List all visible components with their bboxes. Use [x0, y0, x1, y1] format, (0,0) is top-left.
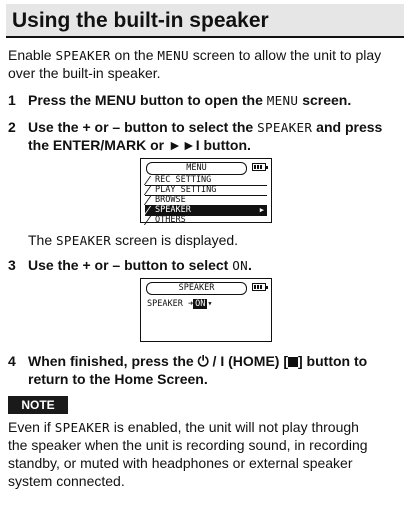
battery-icon: [252, 163, 266, 171]
step-1: [8, 91, 351, 110]
step-number: 3: [8, 257, 16, 273]
lcd-term: SPEAKER: [257, 120, 313, 135]
step-text: .: [247, 257, 252, 273]
speaker-screen: [140, 278, 272, 342]
arrow-icon: ➜: [187, 299, 194, 309]
power-icon: ⏻: [197, 353, 209, 369]
note-text: Even if: [8, 419, 55, 435]
step-number: 2: [8, 119, 16, 135]
intro-text: on the: [110, 47, 158, 63]
stop-square-icon: [288, 357, 298, 367]
step-number: 1: [8, 92, 16, 108]
setting-value: ON: [195, 299, 206, 309]
lcd-term: MENU: [266, 93, 299, 108]
step-2: [8, 118, 382, 137]
screen-displayed-note: [28, 231, 238, 250]
page-title: Using the built-in speaker: [6, 4, 404, 38]
step-4-line-2: return to the Home Screen.: [28, 371, 208, 387]
intro-line-2: over the built-in speaker.: [8, 65, 161, 81]
step-text: / I (HOME) [: [208, 353, 288, 369]
fast-forward-icon: ►►I: [168, 137, 200, 153]
body-text: screen is displayed.: [111, 232, 239, 248]
note-line-2: the speaker when the unit is recording sound, in recording: [8, 437, 368, 453]
note-label: NOTE: [8, 396, 68, 414]
menu-item-label: SPEAKER: [155, 205, 191, 215]
step-2-line-2: [28, 136, 251, 154]
step-text: screen.: [298, 92, 352, 108]
intro-text: screen to allow the unit to play: [188, 47, 382, 63]
intro-text: Enable: [8, 47, 56, 63]
lcd-term: SPEAKER: [54, 420, 110, 435]
screen-title: SPEAKER: [146, 282, 247, 295]
step-text: When finished, press the: [28, 353, 198, 369]
menu-item-browse: BROWSE: [145, 195, 267, 206]
battery-icon: [252, 283, 266, 291]
body-text: The: [28, 232, 57, 248]
note-line-1: [8, 418, 359, 437]
menu-item-rec-setting: REC SETTING: [145, 175, 267, 186]
note-text: is enabled, the unit will not play through: [109, 419, 359, 435]
speaker-setting: [147, 299, 212, 309]
menu-item-play-setting: PLAY SETTING: [145, 185, 267, 196]
note-line-3: standby, or muted with headphones or external speaker: [8, 455, 353, 471]
setting-label: SPEAKER: [147, 299, 183, 309]
step-3: [8, 256, 252, 275]
step-text: button.: [199, 137, 251, 153]
step-4: [8, 352, 367, 370]
step-text: the ENTER/MARK or: [28, 137, 168, 153]
lcd-term: SPEAKER: [56, 233, 112, 248]
step-number: 4: [8, 353, 16, 369]
lcd-term: ON: [232, 258, 248, 273]
lcd-term: SPEAKER: [55, 48, 111, 63]
intro-line-1: [8, 46, 381, 65]
note-line-4: system connected.: [8, 473, 125, 489]
lcd-term: MENU: [157, 48, 189, 63]
screen-title: MENU: [146, 162, 247, 175]
step-text: Press the MENU button to open the: [28, 92, 267, 108]
step-text: Use the + or – button to select the: [28, 119, 258, 135]
chevron-down-icon: ▾: [207, 299, 213, 309]
step-text: ] button to: [298, 353, 368, 369]
arrow-right-icon: ▶: [259, 206, 264, 214]
step-text: Use the + or – button to select: [28, 257, 233, 273]
step-text: and press: [312, 119, 383, 135]
menu-screen: [140, 158, 272, 223]
menu-item-others: OTHERS: [145, 215, 267, 223]
